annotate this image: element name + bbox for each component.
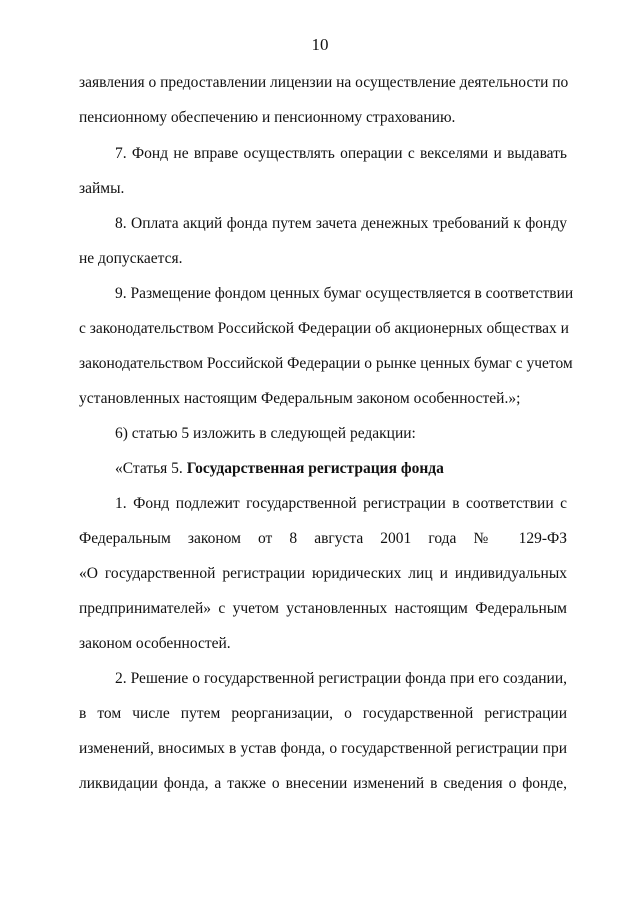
text-line: ликвидации фонда, а также о внесении изменений в сведения о фонде,: [79, 775, 567, 792]
text-line: не допускается.: [79, 250, 183, 267]
text-line: Федеральным законом от 8 августа 2001 года № 129-ФЗ: [79, 530, 567, 547]
text-line: 6) статью 5 изложить в следующей редакции:: [115, 425, 416, 442]
text-line: заявления о предоставлении лицензии на осуществление деятельности по: [79, 74, 569, 91]
article-title: Государственная регистрация фонда: [186, 460, 444, 477]
text-line: законом особенностей.: [79, 635, 231, 652]
text-line: установленных настоящим Федеральным законом особенностей.»;: [79, 390, 521, 407]
text-line: изменений, вносимых в устав фонда, о государственной регистрации при: [79, 740, 567, 757]
text-line: 8. Оплата акций фонда путем зачета денежных требований к фонду: [115, 215, 567, 232]
text-line: с законодательством Российской Федерации об акционерных обществах и: [79, 320, 569, 337]
text-line: займы.: [79, 180, 125, 197]
text-line: 9. Размещение фондом ценных бумаг осуществляется в соответствии: [115, 285, 574, 302]
text-line: предпринимателей» с учетом установленных настоящим Федеральным: [79, 600, 567, 617]
text-line: 2. Решение о государственной регистрации фонда при его создании,: [115, 670, 567, 687]
article-number: «Статья 5.: [115, 460, 187, 477]
text-line: 1. Фонд подлежит государственной регистрации в соответствии с: [115, 495, 567, 512]
text-line: 7. Фонд не вправе осуществлять операции с векселями и выдавать: [115, 145, 567, 162]
text-line: законодательством Российской Федерации о рынке ценных бумаг с учетом: [79, 355, 573, 372]
article-heading: [115, 459, 567, 479]
text-line: «О государственной регистрации юридических лиц и индивидуальных: [79, 565, 567, 582]
text-line: в том числе путем реорганизации, о государственной регистрации: [79, 705, 567, 722]
text-line: пенсионному обеспечению и пенсионному страхованию.: [79, 109, 456, 126]
page-number: 10: [311, 35, 329, 54]
